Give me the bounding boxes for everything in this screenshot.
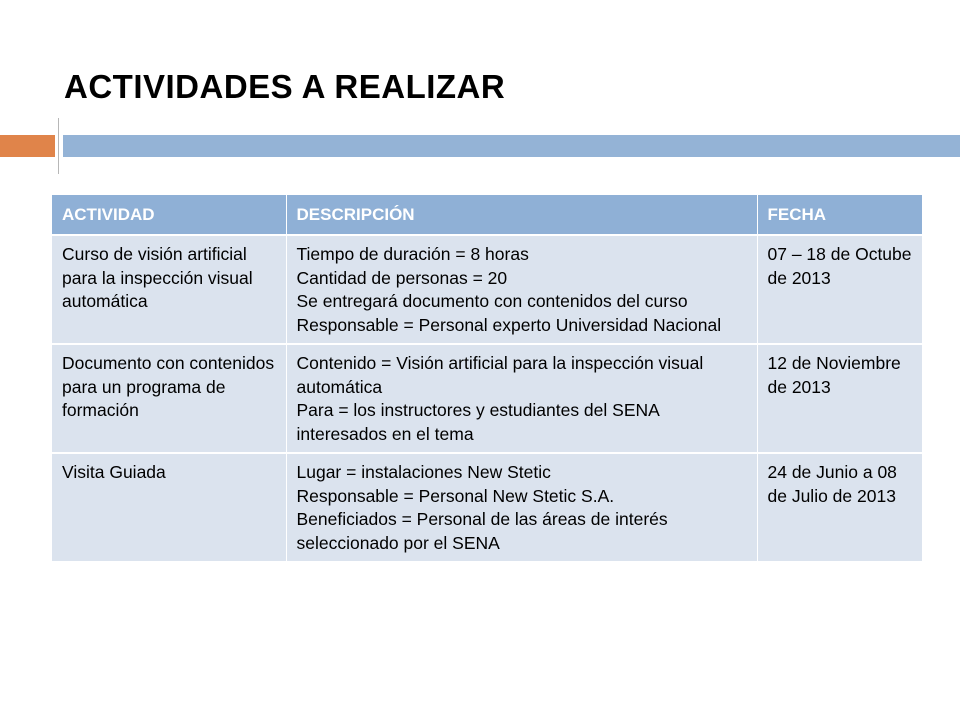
cell-actividad: Curso de visión artificial para la inspección visual automática	[52, 235, 286, 344]
table-row	[52, 235, 922, 344]
activities-table	[52, 195, 922, 563]
slide-title: ACTIVIDADES A REALIZAR	[64, 68, 506, 105]
description-line: Se entregará documento con contenidos del curso	[296, 291, 688, 311]
cell-fecha: 07 – 18 de Octube de 2013	[757, 235, 922, 344]
description-line: Para = los instructores y estudiantes del SENA interesados en el tema	[296, 400, 659, 444]
description-line: Tiempo de duración = 8 horas	[296, 244, 529, 264]
cell-actividad: Visita Guiada	[52, 453, 286, 562]
cell-descripcion	[286, 344, 757, 453]
table-row	[52, 344, 922, 453]
table-row	[52, 453, 922, 562]
description-line: Beneficiados = Personal de las áreas de interés seleccionado por el SENA	[296, 509, 668, 553]
bar-divider	[55, 135, 63, 157]
cell-fecha: 12 de Noviembre de 2013	[757, 344, 922, 453]
table-header-row	[52, 195, 922, 235]
header-descripcion: DESCRIPCIÓN	[286, 195, 757, 235]
cell-actividad: Documento con contenidos para un programa de formación	[52, 344, 286, 453]
accent-bar	[0, 135, 55, 157]
title-underline-bar	[63, 135, 960, 157]
description-line: Responsable = Personal experto Universidad Nacional	[296, 314, 722, 335]
description-line: Responsable = Personal New Stetic S.A.	[296, 485, 615, 506]
description-line: Contenido = Visión artificial para la inspección visual automática	[296, 353, 704, 397]
header-actividad: ACTIVIDAD	[52, 195, 286, 235]
description-line: Cantidad de personas = 20	[296, 267, 508, 288]
description-line: Lugar = instalaciones New Stetic	[296, 462, 551, 482]
cell-descripcion	[286, 453, 757, 562]
cell-descripcion	[286, 235, 757, 344]
bar-vertical-rule	[58, 118, 59, 174]
cell-fecha: 24 de Junio a 08 de Julio de 2013	[757, 453, 922, 562]
header-fecha: FECHA	[757, 195, 922, 235]
